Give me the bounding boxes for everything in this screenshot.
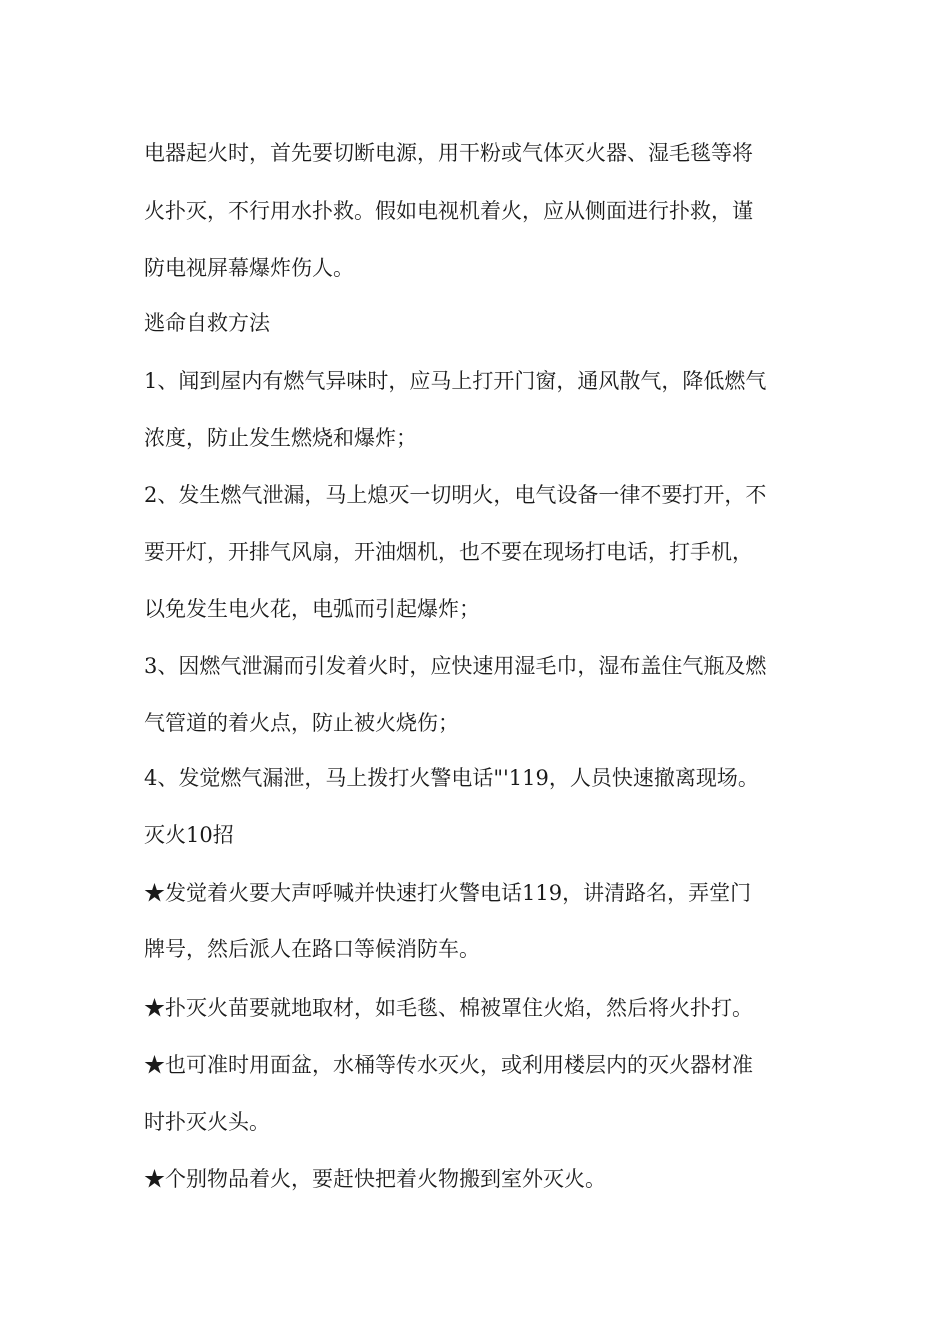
text-line: 2、发生燃气泄漏，马上熄灭一切明火，电气设备一律不要打开，不: [144, 483, 767, 507]
text-line: 1、闻到屋内有燃气异味时，应马上打开门窗，通风散气，降低燃气: [144, 369, 767, 393]
text-line: 气管道的着火点，防止被火烧伤；: [144, 711, 459, 735]
text-line: 3、因燃气泄漏而引发着火时，应快速用湿毛巾，湿布盖住气瓶及燃: [144, 654, 767, 678]
text-line: ★扑灭火苗要就地取材，如毛毯、棉被罩住火焰，然后将火扑打。: [144, 996, 753, 1020]
text-line: 火扑灭，不行用水扑救。假如电视机着火，应从侧面进行扑救，谨: [144, 199, 753, 223]
text-line: 时扑灭火头。: [144, 1110, 270, 1134]
text-line: 防电视屏幕爆炸伤人。: [144, 256, 354, 280]
text-line: 4、发觉燃气漏泄，马上拨打火警电话"'119，人员快速撤离现场。: [144, 766, 759, 790]
section-heading: 灭火10招: [144, 823, 234, 847]
text-line: 电器起火时，首先要切断电源，用干粉或气体灭火器、湿毛毯等将: [144, 141, 753, 165]
text-line: 牌号，然后派人在路口等候消防车。: [144, 937, 480, 961]
text-line: 以免发生电火花，电弧而引起爆炸；: [144, 597, 480, 621]
text-line: ★个别物品着火，要赶快把着火物搬到室外灭火。: [144, 1167, 606, 1191]
text-line: ★发觉着火要大声呼喊并快速打火警电话119，讲清路名，弄堂门: [144, 881, 752, 905]
text-line: 浓度，防止发生燃烧和爆炸；: [144, 426, 417, 450]
text-line: 要开灯，开排气风扇，开油烟机，也不要在现场打电话，打手机，: [144, 540, 753, 564]
text-line: ★也可准时用面盆，水桶等传水灭火，或利用楼层内的灭火器材准: [144, 1053, 753, 1077]
section-heading: 逃命自救方法: [144, 311, 270, 335]
